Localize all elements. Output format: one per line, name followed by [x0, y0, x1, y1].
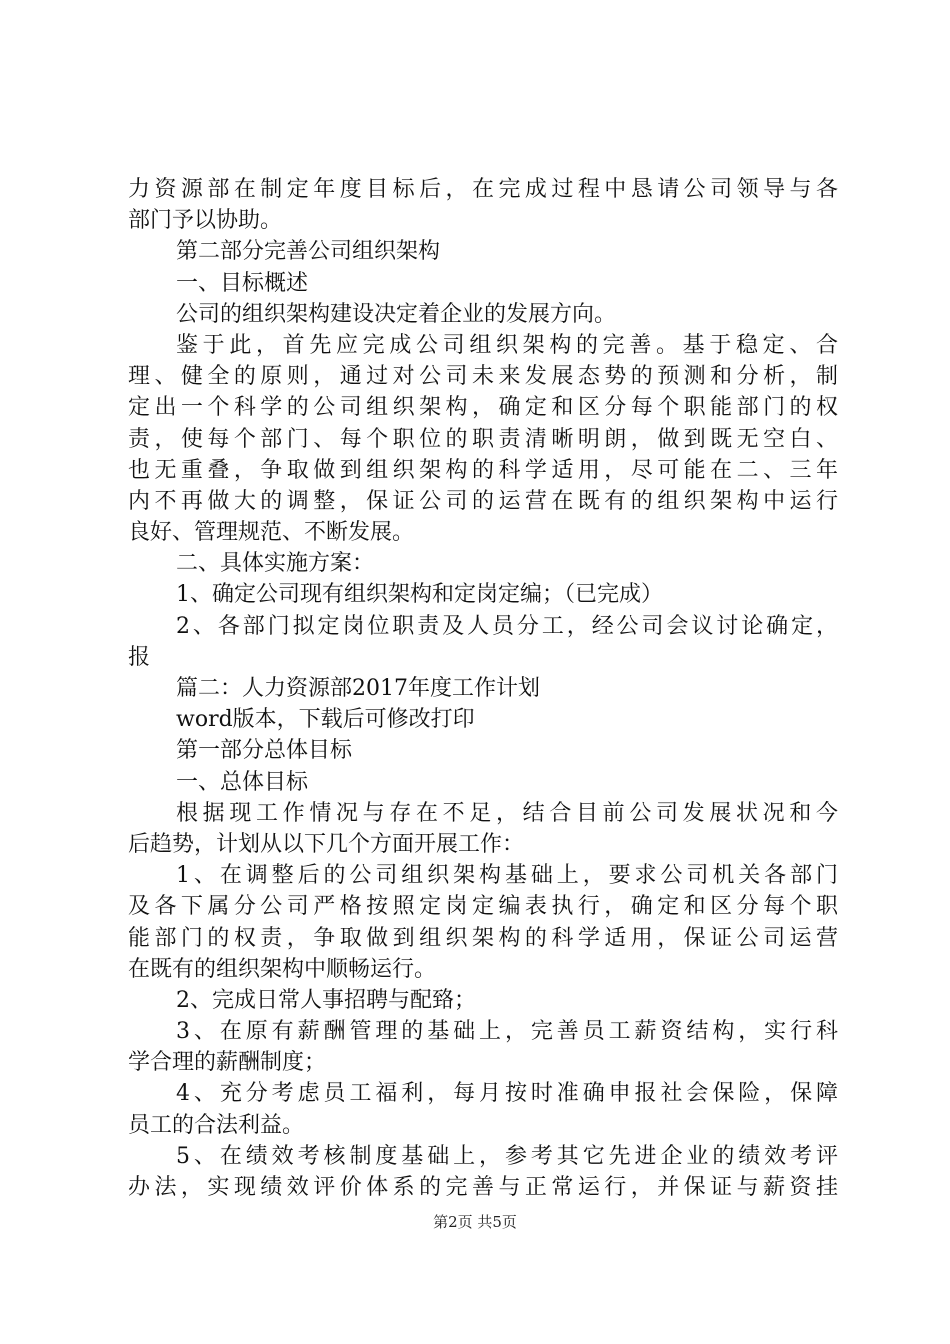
text-line: 责，使每个部门、每个职位的职责清晰明朗，做到既无空白、 [128, 426, 838, 452]
list-item: 3、在原有薪酬管理的基础上，完善员工薪资结构，实行科 [176, 1019, 838, 1045]
document-body [128, 174, 838, 1203]
list-item: 4、充分考虑员工福利，每月按时准确申报社会保险，保障 [176, 1081, 838, 1107]
section-heading: 篇二：人力资源部2017年度工作计划 [176, 676, 540, 701]
text-line: 内不再做大的调整，保证公司的运营在既有的组织架构中运行 [128, 488, 838, 514]
subsection-heading: 一、总体目标 [176, 769, 309, 795]
text-line: 根据现工作情况与存在不足，结合目前公司发展状况和今 [176, 800, 838, 826]
list-item: 2、各部门拟定岗位职责及人员分工，经公司会议讨论确定， [176, 613, 838, 639]
text-line: word版本，下载后可修改打印 [176, 707, 475, 733]
text-line: 办法，实现绩效评价体系的完善与正常运行，并保证与薪资挂 [128, 1175, 838, 1200]
list-item: 2、完成日常人事招聘与配臵； [176, 987, 476, 1013]
subsection-heading: 二、具体实施方案： [176, 551, 375, 577]
text-line: 力资源部在制定年度目标后，在完成过程中恳请公司领导与各 [128, 177, 838, 202]
text-line: 定出一个科学的公司组织架构，确定和区分每个职能部门的权 [128, 395, 838, 421]
subsection-heading: 一、目标概述 [176, 270, 309, 296]
list-item: 1、确定公司现有组织架构和定岗定编；（已完成） [176, 582, 663, 608]
text-line: 良好、管理规范、不断发展。 [128, 520, 415, 546]
text-line: 理、健全的原则，通过对公司未来发展态势的预测和分析，制 [128, 364, 838, 390]
text-line: 也无重叠，争取做到组织架构的科学适用，尽可能在二、三年 [128, 457, 838, 483]
text-line: 报 [128, 644, 151, 670]
text-line: 学合理的薪酬制度； [128, 1050, 327, 1076]
page-number-footer: 第2页 共5页 [433, 1213, 517, 1231]
text-line: 在既有的组织架构中顺畅运行。 [128, 956, 437, 982]
section-heading: 第二部分完善公司组织架构 [176, 239, 441, 265]
list-item: 1、在调整后的公司组织架构基础上，要求公司机关各部门 [176, 863, 838, 889]
text-line: 及各下属分公司严格按照定岗定编表执行，确定和区分每个职 [128, 894, 838, 920]
section-heading: 第一部分总体目标 [176, 738, 353, 764]
text-line: 能部门的权责，争取做到组织架构的科学适用，保证公司运营 [128, 925, 838, 951]
text-line: 部门予以协助。 [128, 208, 283, 234]
text-line: 鉴于此，首先应完成公司组织架构的完善。基于稳定、合 [176, 332, 838, 358]
list-item: 5、在绩效考核制度基础上，参考其它先进企业的绩效考评 [176, 1143, 838, 1169]
text-line: 后趋势，计划从以下几个方面开展工作： [128, 831, 525, 857]
text-line: 员工的合法利益。 [128, 1112, 305, 1138]
text-line: 公司的组织架构建设决定着企业的发展方向。 [176, 301, 617, 327]
